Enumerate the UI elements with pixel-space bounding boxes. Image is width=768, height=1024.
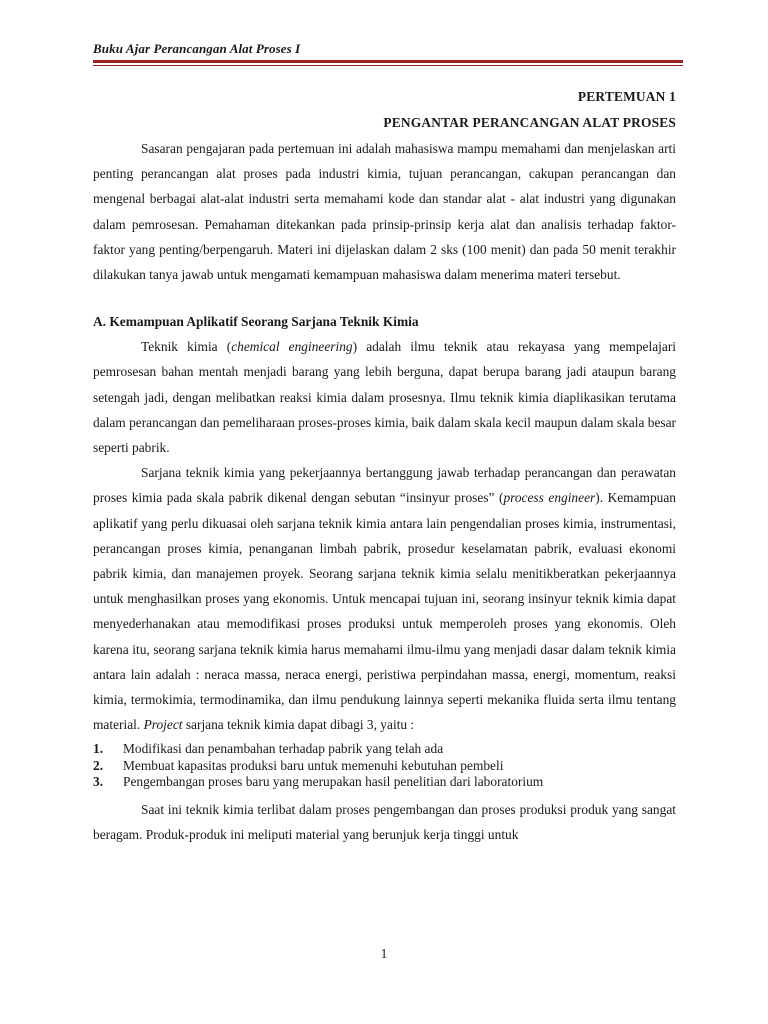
section-a-paragraph-3: Saat ini teknik kimia terlibat dalam proses pengembangan dan proses produksi produk yang sangat beragam. Produk-produk ini meliputi material yang berunjuk kerja tinggi untuk bbox=[93, 801, 676, 843]
p2-project-italic: Project bbox=[143, 717, 183, 733]
p2-text-before: Sarjana teknik kimia yang pekerjaannya bertanggung jawab terhadap perancangan dan perawatan proses kimia pada skala pabrik dikenal dengan sebutan “insinyur proses” ( bbox=[93, 465, 676, 506]
section-gap bbox=[93, 287, 676, 309]
p1-term-italic: chemical engineering bbox=[231, 339, 353, 355]
p2-text-after: sarjana teknik kimia dapat dibagi 3, yaitu : bbox=[182, 717, 415, 733]
header-rule-thick bbox=[93, 60, 683, 63]
list-item-text: Membuat kapasitas produksi baru untuk memenuhi kebutuhan pembeli bbox=[123, 757, 504, 773]
list-item bbox=[93, 741, 676, 758]
p1-text-before: Teknik kimia ( bbox=[141, 339, 232, 355]
meeting-heading: PERTEMUAN 1 bbox=[577, 89, 676, 104]
list-item-number: 1. bbox=[93, 741, 104, 757]
p1-text-after: ) adalah ilmu teknik atau rekayasa yang mempelajari pemrosesan bahan mentah menjadi barang yang lebih berguna, dapat berupa barang jadi ataupun barang setengah jadi, dengan melibatkan reaksi kimia dalam prosesnya. Ilmu teknik kimia diaplikasikan terutama dalam perancangan dan pemeliharaan proses-proses kimia, baik dalam skala kecil maupun dalam skala besar seperti pabrik. bbox=[93, 339, 677, 456]
list-item bbox=[93, 758, 676, 775]
list-item-number: 2. bbox=[93, 757, 104, 773]
list-item-number: 3. bbox=[93, 774, 104, 790]
p2-text-middle: ). Kemampuan aplikatif yang perlu dikuasai oleh sarjana teknik kimia antara lain pengendalian proses kimia, instrumentasi, perancangan proses kimia, penanganan limbah pabrik, prosedur keselamatan pabrik, evaluasi ekonomi pabrik kimia, dan manajemen proyek. Seorang sarjana teknik kimia selalu menitikberatkan pekerjaannya untuk menghasilkan proses yang ekonomis. Untuk mencapai tujuan ini, seorang insinyur teknik kimia dapat menyederhanakan atau memodifikasi proses produksi untuk memperoleh proses yang ekonomis. Oleh karena itu, seorang sarjana teknik kimia harus memahami ilmu-ilmu yang menjadi dasar dalam teknik kimia antara lain adalah : neraca massa, neraca energi, peristiwa perpindahan massa, energi, momentum, reaksi kimia, termokimia, termodinamika, dan ilmu pendukung lainnya seperti mekanika fluida serta ilmu tentang material. bbox=[93, 490, 676, 733]
page-content bbox=[93, 84, 676, 847]
list-item bbox=[93, 774, 676, 791]
list-item-text: Pengembangan proses baru yang merupakan hasil penelitian dari laboratorium bbox=[123, 774, 544, 790]
chapter-title: PENGANTAR PERANCANGAN ALAT PROSES bbox=[383, 115, 676, 130]
p2-term-italic: process engineer bbox=[503, 490, 596, 506]
list-item-text: Modifikasi dan penambahan terhadap pabrik yang telah ada bbox=[123, 741, 444, 757]
header-rule-thin bbox=[93, 65, 683, 66]
project-list bbox=[93, 741, 676, 791]
intro-paragraph: Sasaran pengajaran pada pertemuan ini adalah mahasiswa mampu memahami dan menjelaskan arti penting perancangan alat proses pada industri kimia, tujuan perancangan, cakupan perancangan dan mengenal berbagai alat-alat industri serta memahami kode dan standar alat - alat industri yang digunakan dalam pemrosesan. Pemahaman ditekankan pada prinsip-prinsip kerja alat dan analisis terhadap faktor-faktor yang penting/berpengaruh. Materi ini dijelaskan dalam 2 sks (100 menit) dan pada 50 menit terakhir dilakukan tanya jawab untuk mengamati kemampuan mahasiswa dalam menerima materi tersebut. bbox=[93, 141, 676, 283]
running-header: Buku Ajar Perancangan Alat Proses I bbox=[93, 41, 301, 56]
section-a-paragraph-2 bbox=[93, 460, 676, 737]
page-number: 1 bbox=[380, 946, 388, 961]
section-a-title: A. Kemampuan Aplikatif Seorang Sarjana Teknik Kimia bbox=[93, 314, 419, 330]
section-a-paragraph-1 bbox=[93, 334, 676, 460]
